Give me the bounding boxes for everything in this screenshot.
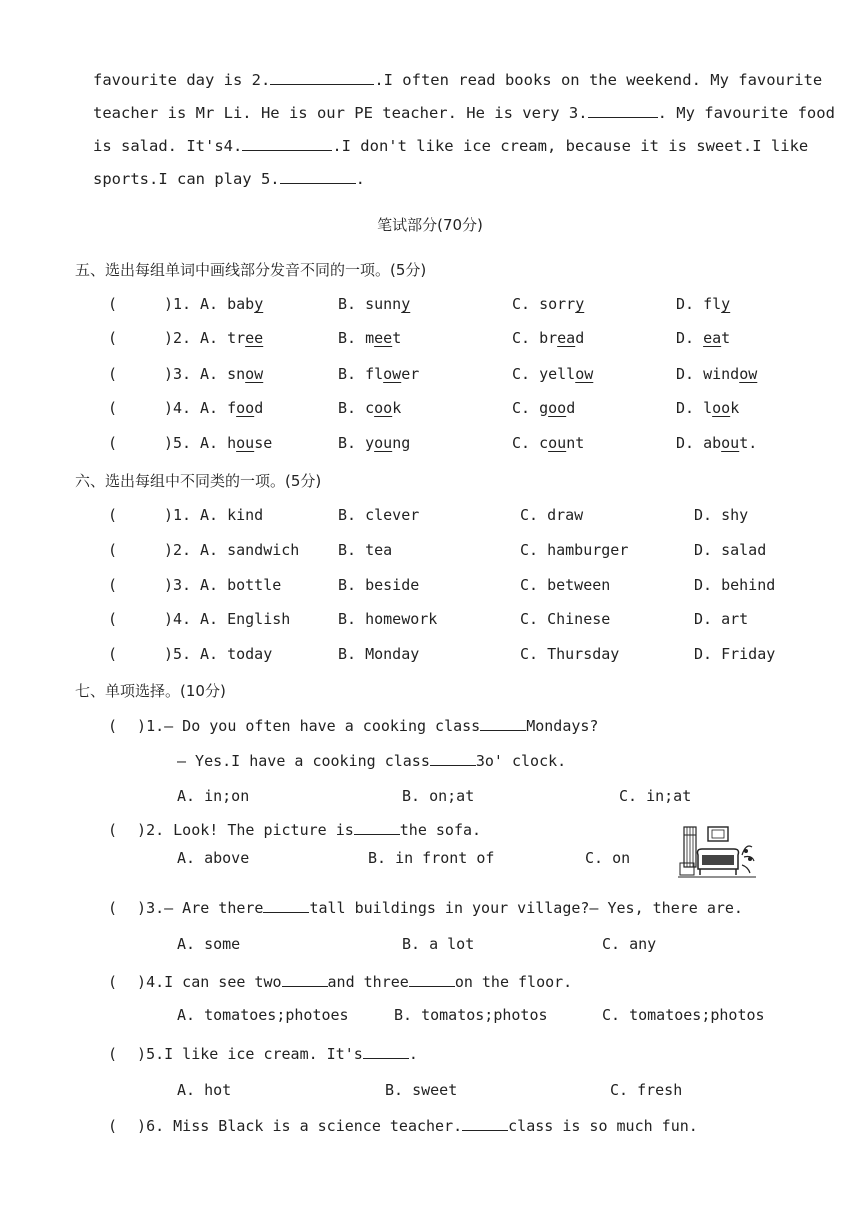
- word-part: d: [254, 399, 264, 417]
- question-1: [108, 716, 598, 735]
- option-letter: D.: [676, 365, 704, 383]
- answer-paren[interactable]: (: [108, 576, 118, 594]
- option-d[interactable]: [676, 365, 757, 383]
- option-d[interactable]: [676, 399, 739, 417]
- word-part: sunn: [365, 295, 402, 313]
- passage-line: [93, 130, 809, 163]
- question-text: 6. Miss Black is a science teacher.: [146, 1117, 463, 1135]
- underlined-part: oo: [374, 399, 393, 417]
- option-c[interactable]: C. Thursday: [520, 645, 620, 663]
- option-d[interactable]: [676, 295, 730, 313]
- option-c[interactable]: [512, 329, 584, 347]
- option-c[interactable]: C. in;at: [619, 787, 692, 805]
- section7-title: 七、单项选择。(10分): [75, 682, 226, 700]
- option-letter: D.: [676, 399, 704, 417]
- word-part: k: [392, 399, 402, 417]
- underlined-part: y: [401, 295, 411, 313]
- word-part: bab: [227, 295, 255, 313]
- answer-paren[interactable]: (: [108, 610, 118, 628]
- word-part: wind: [703, 365, 740, 383]
- underlined-part: ow: [245, 365, 264, 383]
- question-text: 1.— Do you often have a cooking class: [146, 717, 481, 735]
- option-b[interactable]: B. on;at: [402, 787, 475, 805]
- word-part: br: [539, 329, 558, 347]
- question-number: )2.: [164, 329, 192, 347]
- option-letter: A.: [200, 365, 228, 383]
- passage-text: .: [355, 170, 365, 188]
- question-text: 3o' clock.: [475, 752, 567, 770]
- word-part: t: [392, 329, 402, 347]
- answer-paren: ): [137, 899, 147, 917]
- answer-paren[interactable]: (: [108, 645, 118, 663]
- option-a[interactable]: [200, 329, 263, 347]
- passage-text: . My favourite food: [657, 104, 835, 122]
- question-text: 2. Look! The picture is: [146, 821, 354, 839]
- word-part: d: [566, 399, 576, 417]
- option-letter: B.: [338, 399, 366, 417]
- answer-paren: ): [137, 821, 147, 839]
- word-part: d: [575, 329, 585, 347]
- underlined-part: ea: [557, 329, 576, 347]
- word-part: fl: [703, 295, 722, 313]
- question-text: class is so much fun.: [508, 1117, 698, 1135]
- answer-paren[interactable]: (: [108, 329, 118, 347]
- phonics-question-row: [108, 365, 117, 383]
- option-c[interactable]: C. on: [585, 849, 631, 867]
- passage-line: [93, 97, 835, 130]
- question-text: tall buildings in your village?— Yes, there are.: [309, 899, 743, 917]
- word-part: sn: [227, 365, 246, 383]
- option-c[interactable]: [512, 399, 575, 417]
- option-a[interactable]: A. tomatoes;photoes: [177, 1006, 349, 1024]
- answer-paren[interactable]: (: [108, 434, 118, 452]
- answer-paren: ): [137, 1117, 147, 1135]
- option-b[interactable]: [338, 399, 401, 417]
- underlined-part: ou: [721, 434, 740, 452]
- answer-paren[interactable]: (: [108, 1045, 118, 1063]
- word-part: h: [227, 434, 237, 452]
- option-d[interactable]: [676, 434, 757, 452]
- option-letter: B.: [338, 434, 366, 452]
- option-d[interactable]: [676, 329, 730, 347]
- phonics-question-row: [108, 295, 117, 313]
- question-6: [108, 1116, 698, 1135]
- answer-paren: ): [137, 1045, 147, 1063]
- question-text: on the floor.: [454, 973, 573, 991]
- question-4: [108, 972, 572, 991]
- option-a[interactable]: A. in;on: [177, 787, 250, 805]
- word-part: y: [365, 434, 375, 452]
- word-part: tr: [227, 329, 246, 347]
- option-a[interactable]: [200, 365, 263, 383]
- answer-paren[interactable]: (: [108, 541, 118, 559]
- question-number: )5.: [164, 645, 192, 663]
- option-letter: A.: [200, 295, 228, 313]
- passage: [93, 64, 835, 196]
- word-part: se: [254, 434, 273, 452]
- option-a[interactable]: A. bottle: [200, 576, 282, 594]
- word-part: c: [365, 399, 375, 417]
- underlined-part: ee: [374, 329, 393, 347]
- option-b[interactable]: [338, 295, 410, 313]
- word-part: yell: [539, 365, 576, 383]
- word-part: k: [730, 399, 740, 417]
- written-section-header: 笔试部分(70分): [377, 216, 483, 234]
- answer-paren[interactable]: (: [108, 821, 118, 839]
- option-letter: C.: [512, 399, 540, 417]
- word-part: sorr: [539, 295, 576, 313]
- answer-blank[interactable]: [282, 972, 328, 987]
- option-c[interactable]: C. draw: [520, 506, 584, 524]
- word-part: t: [721, 329, 731, 347]
- option-c[interactable]: [512, 434, 584, 452]
- question-text: the sofa.: [399, 821, 482, 839]
- answer-blank[interactable]: [409, 972, 455, 987]
- option-b[interactable]: [338, 365, 419, 383]
- phonics-question-row: [108, 329, 117, 347]
- answer-blank[interactable]: [280, 169, 356, 184]
- question-number: )3.: [164, 365, 192, 383]
- underlined-part: oo: [548, 399, 567, 417]
- option-b[interactable]: B. Monday: [338, 645, 420, 663]
- question-number: )2.: [164, 541, 192, 559]
- section6-title: 六、选出每组中不同类的一项。(5分): [75, 472, 322, 490]
- option-letter: C.: [512, 329, 540, 347]
- option-letter: B.: [338, 365, 366, 383]
- word-part: c: [539, 434, 549, 452]
- answer-blank[interactable]: [363, 1044, 409, 1059]
- question-number: )1.: [164, 506, 192, 524]
- option-b[interactable]: B. tomatos;photos: [394, 1006, 548, 1024]
- question-text: Mondays?: [526, 717, 599, 735]
- question-text: 4.I can see two: [146, 973, 282, 991]
- option-letter: A.: [200, 329, 228, 347]
- option-d[interactable]: D. shy: [694, 506, 749, 524]
- underlined-part: y: [721, 295, 731, 313]
- passage-text: .I often read books on the weekend. My favourite: [374, 71, 823, 89]
- answer-blank[interactable]: [263, 898, 309, 913]
- word-part: g: [539, 399, 549, 417]
- sofa-picture-image: [678, 825, 756, 880]
- underlined-part: ou: [548, 434, 567, 452]
- passage-text: is salad. It's4.: [93, 137, 243, 155]
- question-text: 5.I like ice cream. It's: [146, 1045, 363, 1063]
- option-letter: A.: [200, 399, 228, 417]
- option-c[interactable]: C. any: [602, 935, 657, 953]
- question-number: )3.: [164, 576, 192, 594]
- passage-text: teacher is Mr Li. He is our PE teacher. He is very 3.: [93, 104, 588, 122]
- phonics-question-row: [108, 434, 117, 452]
- option-c[interactable]: C. fresh: [610, 1081, 683, 1099]
- question-1-reply: [177, 751, 566, 770]
- question-2: [108, 820, 481, 839]
- option-b[interactable]: B. homework: [338, 610, 438, 628]
- word-part: nt: [566, 434, 585, 452]
- answer-paren[interactable]: (: [108, 295, 118, 313]
- option-letter: B.: [338, 295, 366, 313]
- underlined-part: oo: [236, 399, 255, 417]
- option-d[interactable]: D. art: [694, 610, 749, 628]
- word-part: t.: [739, 434, 758, 452]
- passage-text: sports.I can play 5.: [93, 170, 280, 188]
- option-a[interactable]: A. English: [200, 610, 291, 628]
- option-c[interactable]: C. Chinese: [520, 610, 611, 628]
- option-c[interactable]: C. tomatoes;photos: [602, 1006, 765, 1024]
- option-letter: D.: [676, 295, 704, 313]
- underlined-part: ee: [245, 329, 264, 347]
- question-text: — Yes.I have a cooking class: [177, 752, 430, 770]
- answer-paren: ): [137, 717, 147, 735]
- answer-paren: ): [137, 973, 147, 991]
- question-text: 3.— Are there: [146, 899, 264, 917]
- option-d[interactable]: D. Friday: [694, 645, 776, 663]
- answer-blank[interactable]: [354, 820, 400, 835]
- option-b[interactable]: B. in front of: [368, 849, 495, 867]
- option-a[interactable]: A. some: [177, 935, 241, 953]
- option-letter: A.: [200, 434, 228, 452]
- option-a[interactable]: A. sandwich: [200, 541, 300, 559]
- passage-line: [93, 163, 773, 196]
- option-letter: B.: [338, 329, 366, 347]
- option-letter: D.: [676, 329, 704, 347]
- section5-title: 五、选出每组单词中画线部分发音不同的一项。(5分): [75, 261, 427, 279]
- option-d[interactable]: D. behind: [694, 576, 776, 594]
- option-b[interactable]: B. beside: [338, 576, 420, 594]
- answer-blank[interactable]: [480, 716, 526, 731]
- option-b[interactable]: [338, 434, 410, 452]
- word-part: fl: [365, 365, 384, 383]
- option-b[interactable]: B. clever: [338, 506, 420, 524]
- answer-paren[interactable]: (: [108, 399, 118, 417]
- question-3: [108, 898, 743, 917]
- answer-paren[interactable]: (: [108, 973, 118, 991]
- word-part: er: [401, 365, 420, 383]
- option-a[interactable]: [200, 295, 263, 313]
- answer-paren[interactable]: (: [108, 1117, 118, 1135]
- option-b[interactable]: B. a lot: [402, 935, 475, 953]
- word-part: m: [365, 329, 375, 347]
- option-b[interactable]: B. sweet: [385, 1081, 458, 1099]
- option-letter: C.: [512, 434, 540, 452]
- question-text: and three: [327, 973, 409, 991]
- phonics-question-row: [108, 399, 117, 417]
- passage-text: .I don't like ice cream, because it is sweet.I like: [332, 137, 809, 155]
- option-c[interactable]: C. between: [520, 576, 611, 594]
- underlined-part: ea: [703, 329, 722, 347]
- option-a[interactable]: [200, 399, 263, 417]
- answer-blank[interactable]: [588, 103, 658, 118]
- underlined-part: ou: [236, 434, 255, 452]
- option-a[interactable]: A. kind: [200, 506, 264, 524]
- word-part: ng: [392, 434, 411, 452]
- answer-paren[interactable]: (: [108, 899, 118, 917]
- answer-blank[interactable]: [242, 136, 332, 151]
- question-number: )4.: [164, 399, 192, 417]
- option-a[interactable]: A. above: [177, 849, 250, 867]
- answer-paren[interactable]: (: [108, 717, 118, 735]
- word-part: ab: [703, 434, 722, 452]
- option-d[interactable]: D. salad: [694, 541, 767, 559]
- option-letter: C.: [512, 365, 540, 383]
- answer-paren[interactable]: (: [108, 365, 118, 383]
- question-text: .: [408, 1045, 418, 1063]
- answer-blank[interactable]: [430, 751, 476, 766]
- option-c[interactable]: [512, 365, 593, 383]
- word-part: l: [703, 399, 713, 417]
- option-b[interactable]: B. tea: [338, 541, 393, 559]
- answer-blank[interactable]: [462, 1116, 508, 1131]
- underlined-part: ou: [374, 434, 393, 452]
- underlined-part: ow: [575, 365, 594, 383]
- question-number: )5.: [164, 434, 192, 452]
- word-part: f: [227, 399, 237, 417]
- underlined-part: oo: [712, 399, 731, 417]
- passage-text: favourite day is 2.: [93, 71, 271, 89]
- option-letter: C.: [512, 295, 540, 313]
- underlined-part: y: [575, 295, 585, 313]
- option-c[interactable]: [512, 295, 584, 313]
- question-5: [108, 1044, 418, 1063]
- option-c[interactable]: C. hamburger: [520, 541, 629, 559]
- answer-blank[interactable]: [270, 70, 374, 85]
- answer-paren[interactable]: (: [108, 506, 118, 524]
- underlined-part: ow: [739, 365, 758, 383]
- option-a[interactable]: A. today: [200, 645, 273, 663]
- question-number: )4.: [164, 610, 192, 628]
- passage-line: [93, 64, 823, 97]
- option-a[interactable]: [200, 434, 272, 452]
- option-letter: D.: [676, 434, 704, 452]
- underlined-part: y: [254, 295, 264, 313]
- question-number: )1.: [164, 295, 192, 313]
- option-a[interactable]: A. hot: [177, 1081, 232, 1099]
- underlined-part: ow: [383, 365, 402, 383]
- option-b[interactable]: [338, 329, 401, 347]
